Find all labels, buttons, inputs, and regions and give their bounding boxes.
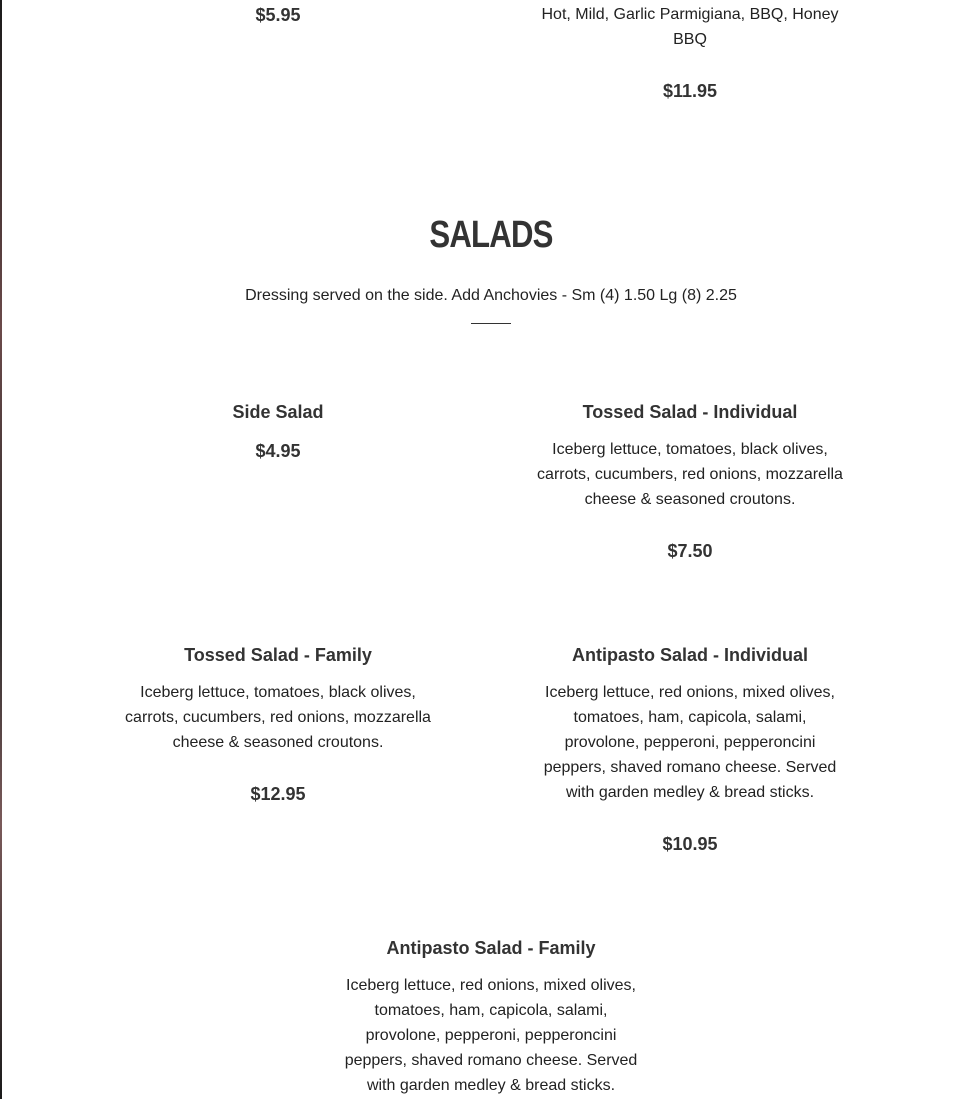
- item-title: Tossed Salad - Individual: [582, 402, 798, 422]
- menu-item-tossed-salad-individual: [535, 400, 845, 563]
- menu-item-antipasto-salad-individual: [535, 643, 845, 856]
- item-description: Hot, Mild, Garlic Parmigiana, BBQ, Honey BBQ: [541, 6, 839, 48]
- section-subtitle: Dressing served on the side. Add Anchovies - Sm (4) 1.50 Lg (8) 2.25: [245, 287, 737, 304]
- menu-item-side-salad: [123, 400, 433, 463]
- item-description: Iceberg lettuce, red onions, mixed olives, tomatoes, ham, capicola, salami, provolone, pepperoni, pepperoncini peppers, shaved romano cheese. Served with garden medley & bread sticks.: [543, 684, 837, 801]
- item-description: Iceberg lettuce, tomatoes, black olives, carrots, cucumbers, red onions, mozzarella cheese & seasoned croutons.: [125, 684, 431, 751]
- item-price: $10.95: [662, 834, 718, 854]
- item-description: Iceberg lettuce, tomatoes, black olives, carrots, cucumbers, red onions, mozzarella cheese & seasoned croutons.: [537, 441, 843, 508]
- item-price: $11.95: [662, 81, 718, 101]
- section-title: SALADS: [429, 214, 553, 256]
- menu-item-tossed-salad-family: [123, 643, 433, 806]
- item-price: $7.50: [667, 541, 713, 561]
- item-price: $12.95: [250, 784, 306, 804]
- item-price: $5.95: [255, 5, 301, 25]
- menu-item-previous-right: [535, 2, 845, 103]
- menu-item-antipasto-salad-family: [336, 936, 646, 1098]
- item-description: Iceberg lettuce, red onions, mixed olives, tomatoes, ham, capicola, salami, provolone, pepperoni, pepperoncini peppers, shaved romano cheese. Served with garden medley & bread sticks.: [344, 977, 638, 1094]
- item-title: Antipasto Salad - Individual: [571, 645, 809, 665]
- section-divider: [471, 323, 511, 324]
- item-title: Tossed Salad - Family: [184, 645, 372, 665]
- menu-item-previous-left: [123, 3, 433, 27]
- item-title: Antipasto Salad - Family: [386, 938, 596, 958]
- item-title: Side Salad: [232, 402, 324, 422]
- item-price: $4.95: [255, 441, 301, 461]
